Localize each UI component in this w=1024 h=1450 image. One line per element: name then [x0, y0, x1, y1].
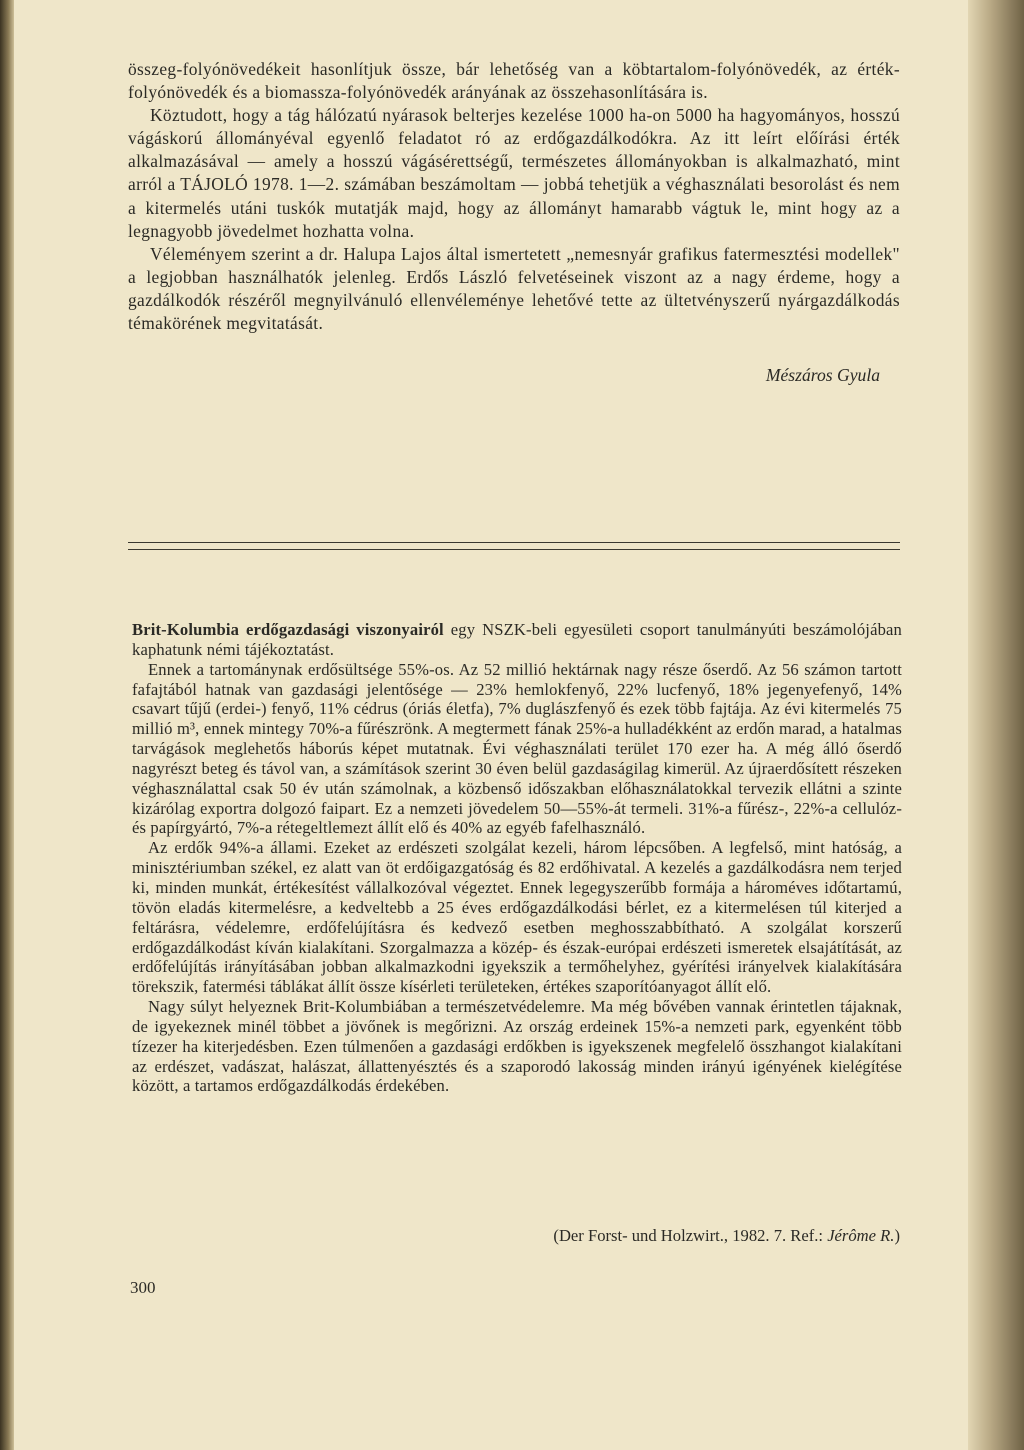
paragraph-2: Köztudott, hogy a tág hálózatú nyárasok belterjes kezelése 1000 ha-on 5000 ha hagyományos, hosszú vágáskorú állományéval egyenlő feladatot ró az erdőgazdálkodókra. Az itt leírt előírási érték alkalmazásával — amely a hosszú vágásérettségű, természetes állományokban is alkalmazható, mint arról a TÁJOLÓ 1978. 1—2. számában beszámoltam — jobbá tehetjük a véghasználati besorolást és nem a kitermelés utáni tuskók mutatják majd, hogy az állományt hamarabb vágtuk le, mint hogy az a legnagyobb jövedelmet hozhatta volna. [128, 105, 900, 241]
lead-title: Brit-Kolumbia erdőgazdasági viszonyairól [132, 620, 444, 639]
page-number: 300 [130, 1278, 156, 1297]
author-signature: Mészáros Gyula [765, 365, 880, 386]
paragraph-a: Ennek a tartománynak erdősültsége 55%-os. Az 52 millió hektárnak nagy része őserdő. Az 56 számon tartott fafajtából hatnak van gazdasági jelentősége — 23% hemlokfenyő, 22% lucfenyő, 18% jegenyefenyő, 14% csavart tűjű (erdei-) fenyő, 11% cédrus (óriás életfa), 7% duglászfenyő és ezek több fajtája. Az évi kitermelés 75 millió m³, ennek mintegy 70%-a fűrészrönk. A megtermett fának 25%-a hulladékként az erdőn marad, a hatalmas tarvágások meglehetős háborús képet mutatnak. Évi véghasználati terület 170 ezer ha. A még álló őserdő nagyrészt beteg és távol van, a számítások szerint 30 éven belül gazdaságilag kimerül. Az újraerdősített részeken véghasználattal csak 50 év után számolnak, a közbenső időszakban előhasználatokkal tervezik ellátni a szinte kizárólag exportra dolgozó faipart. Ez a nemzeti jövedelem 50—55%-át termeli. 31%-a fűrész-, 22%-a cellulóz- és papírgyártó, 7%-a rétegeltlemezt állít elő és 40% az egyéb fafelhasználó. [132, 659, 902, 838]
reference-close: ) [894, 1226, 900, 1245]
page-edge [968, 0, 1024, 1450]
lead-paragraph [132, 620, 902, 660]
reference-line [420, 1226, 900, 1246]
article-1 [128, 58, 900, 386]
paragraph-b: Az erdők 94%-a állami. Ezeket az erdészeti szolgálat kezeli, három lépcsőben. A legfelső, mint hatóság, a minisztériumban székel, ez alatt van öt erdőigazgatóság és 82 erdőhivatal. A kezelés a gazdálkodásra nem terjed ki, minden munkát, értékesítést vállalkozóval végeztet. Ennek legegyszerűbb formája a hároméves időtartamú, tövön eladás kitermelésre, a kedveltebb a 25 éves erdőgazdálkodási bérlet, ez a kitermelésen túl kiterjed a feltárásra, védelemre, erdőfelújításra és kedvező esetben meghosszabbítható. A szolgálat korszerű erdőgazdálkodást kíván kialakítani. Szorgalmazza a közép- és észak-európai erdészeti ismeretek elsajátítását, az erdőfelújítás irányításában jobban alkalmazkodni igyekszik a termőhelyhez, gyérítési irányelvek kialakítására törekszik, fatermési táblákat állít össze kísérleti területeken, értékes szaporítóanyagot állít elő. [132, 838, 902, 997]
article-2 [132, 620, 902, 1096]
paragraph-1: összeg-folyónövedékeit hasonlítjuk össze, bár lehetőség van a köbtartalom-folyónövedék, az érték-folyónövedék és a biomassza-folyónövedék arányának az összehasonlítására is. [128, 59, 900, 103]
section-divider [128, 542, 900, 550]
reference-author: Jérôme R. [827, 1226, 895, 1245]
paragraph-3: Véleményem szerint a dr. Halupa Lajos által ismertetett „nemesnyár grafikus fatermesztési modellek" a legjobban használhatók jelenleg. Erdős László felvetéseinek viszont az a nagy érdeme, hogy a gazdálkodók részéről megnyilvánuló ellenvéleménye lehetővé tette az ültetvényszerű nyárgazdálkodás témakörének megvitatását. [128, 243, 900, 334]
reference-source: (Der Forst- und Holzwirt., 1982. 7. Ref.: [553, 1226, 828, 1245]
book-spine [0, 0, 14, 1450]
paragraph-c: Nagy súlyt helyeznek Brit-Kolumbiában a természetvédelemre. Ma még bővében vannak érintetlen tájaknak, de igyekeznek minél többet a jövőnek is megőrizni. Az ország erdeinek 15%-a nemzeti park, egyenként több tízezer ha kiterjedésben. Ezen túlmenően a gazdasági erdőkben is igyekszenek megfelelő összhangot kialakítani az erdészet, vadászat, halászat, állattenyésztés és a szaporodó lakosság minden irányú igényének kielégítése között, a tartamos erdőgazdálkodás érdekében. [132, 997, 902, 1096]
lead-text: egy NSZK-beli egyesületi csoport tanulmányúti beszámolójában kaphatunk némi tájékoztatást. [132, 620, 902, 659]
